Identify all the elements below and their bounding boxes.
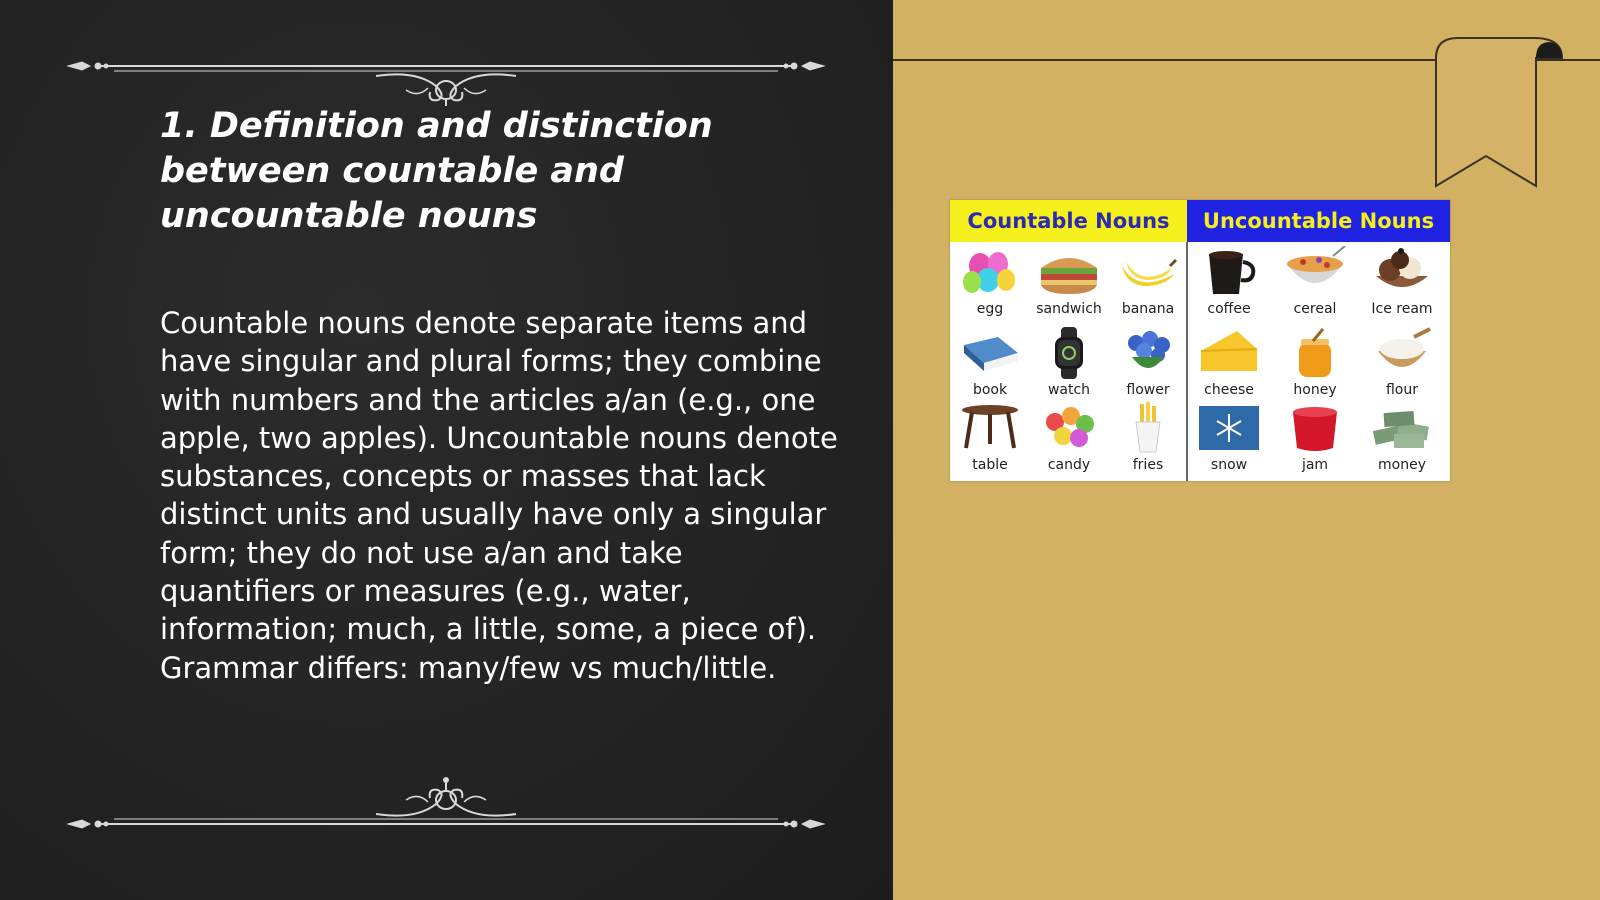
noun-item-sandwich	[1029, 244, 1109, 324]
fries-icon	[1116, 402, 1180, 454]
noun-item-ice-cream	[1362, 244, 1442, 324]
snow-icon	[1197, 402, 1261, 454]
noun-item-watch	[1029, 325, 1109, 405]
noun-label: table	[972, 457, 1008, 473]
cheese-icon	[1197, 327, 1261, 379]
noun-label: sandwich	[1036, 301, 1102, 317]
noun-label: honey	[1293, 382, 1337, 398]
egg-icon	[958, 246, 1022, 298]
nouns-illustration	[950, 200, 1450, 481]
noun-label: egg	[976, 301, 1004, 317]
noun-label: banana	[1121, 301, 1175, 317]
bottom-ornament-divider	[66, 770, 826, 830]
noun-label: watch	[1047, 382, 1091, 398]
bookmark-ribbon-icon	[1434, 36, 1564, 196]
noun-item-jam	[1275, 400, 1355, 480]
top-ornament-divider	[66, 46, 826, 106]
noun-item-flower	[1108, 325, 1188, 405]
cereal-icon	[1283, 246, 1347, 298]
slide-title: 1. Definition and distinction between countable and uncountable nouns	[160, 106, 713, 236]
slide-body-text: Countable nouns denote separate items and have singular and plural forms; they combine with numbers and the articles a/an (e.g., one apple, two apples). Uncountable nouns denote substances, concepts or masses that lack distinct units and usually have only a singular form; they do not use a/an and take quantifiers or measures (e.g., water, information; much, a little, some, a piece of). Grammar differs: many/few vs much/little.	[160, 306, 838, 685]
ice-cream-icon	[1370, 246, 1434, 298]
banana-icon	[1116, 246, 1180, 298]
countable-nouns-header: Countable Nouns	[950, 200, 1187, 242]
noun-item-book	[950, 325, 1030, 405]
noun-label: flower	[1126, 382, 1170, 398]
book-icon	[958, 327, 1022, 379]
noun-item-egg	[950, 244, 1030, 324]
noun-label: money	[1378, 457, 1426, 473]
flour-icon	[1370, 327, 1434, 379]
noun-item-table	[950, 400, 1030, 480]
table-icon	[958, 402, 1022, 454]
uncountable-nouns-header: Uncountable Nouns	[1187, 200, 1450, 242]
noun-item-honey	[1275, 325, 1355, 405]
noun-item-snow	[1189, 400, 1269, 480]
noun-label: Ice ream	[1371, 301, 1433, 317]
noun-label: cereal	[1293, 301, 1337, 317]
noun-label: flour	[1385, 382, 1418, 398]
noun-label: snow	[1210, 457, 1248, 473]
noun-label: jam	[1301, 457, 1329, 473]
candy-icon	[1037, 402, 1101, 454]
noun-label: candy	[1047, 457, 1091, 473]
flower-icon	[1116, 327, 1180, 379]
noun-item-fries	[1108, 400, 1188, 480]
watch-icon	[1037, 327, 1101, 379]
noun-item-money	[1362, 400, 1442, 480]
honey-icon	[1283, 327, 1347, 379]
noun-item-cereal	[1275, 244, 1355, 324]
sandwich-icon	[1037, 246, 1101, 298]
noun-label: coffee	[1207, 301, 1251, 317]
coffee-icon	[1197, 246, 1261, 298]
noun-label: book	[972, 382, 1008, 398]
noun-item-cheese	[1189, 325, 1269, 405]
noun-label: cheese	[1204, 382, 1254, 398]
jam-icon	[1283, 402, 1347, 454]
noun-item-coffee	[1189, 244, 1269, 324]
money-icon	[1370, 402, 1434, 454]
noun-item-flour	[1362, 325, 1442, 405]
noun-label: fries	[1132, 457, 1164, 473]
noun-item-candy	[1029, 400, 1109, 480]
noun-item-banana	[1108, 244, 1188, 324]
